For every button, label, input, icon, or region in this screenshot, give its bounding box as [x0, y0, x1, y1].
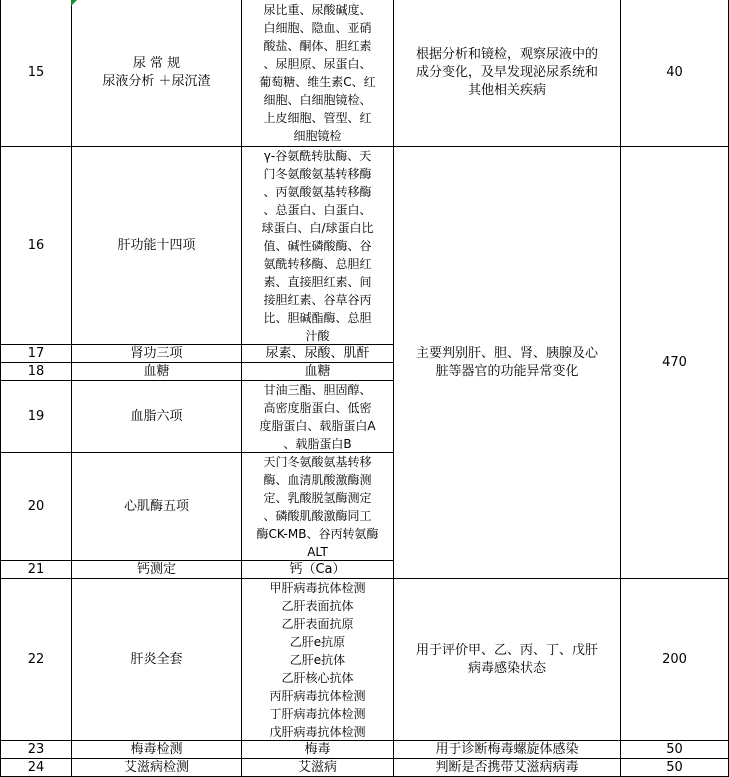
row-22-item[interactable]: 肝炎全套 — [130, 651, 183, 667]
row-23-details[interactable]: 梅毒 — [304, 741, 331, 757]
row-23-price[interactable]: 50 — [666, 741, 683, 757]
row-17-item[interactable]: 肾功三项 — [130, 345, 183, 361]
row-16-item[interactable]: 肝功能十四项 — [117, 237, 196, 253]
row-16-details[interactable]: γ-谷氨酰转肽酶、天 门冬氨酸氨基转移酶 、丙氨酸氨基转移酶 、总蛋白、白蛋白、 球蛋白、白/球蛋白比 值、碱性磷酸酶、谷 氨酰转移酶、总胆红 素、直接胆红素、间 接胆红素、谷草谷丙 比、胆碱酯酶、总胆 汁酸 — [261, 149, 374, 343]
row-15-details[interactable]: 尿比重、尿酸碱度、 白细胞、隐血、亚硝 酸盐、酮体、胆红素 、尿胆原、尿蛋白、 葡萄糖、维生素C、红 细胞、白细胞镜检、 上皮细胞、管型、红 细胞镜检 — [259, 3, 376, 143]
group-16-21-meaning[interactable]: 主要判别肝、胆、肾、胰腺及心 脏等器官的功能异常变化 — [415, 345, 598, 379]
row-15-item-title: 尿 常 规 — [132, 56, 181, 71]
row-22-meaning[interactable]: 用于评价甲、乙、丙、丁、戊肝 病毒感染状态 — [415, 642, 598, 676]
row-18-details[interactable]: 血糖 — [304, 363, 331, 379]
row-20-item[interactable]: 心肌酶五项 — [123, 498, 189, 514]
row-15-item-subtitle: 尿液分析 ＋尿沉渣 — [102, 74, 211, 89]
row-22-number[interactable]: 22 — [27, 651, 45, 667]
row-17-number[interactable]: 17 — [27, 345, 45, 361]
row-15-price[interactable]: 40 — [666, 65, 683, 80]
row-22-details[interactable]: 甲肝病毒抗体检测 乙肝表面抗体 乙肝表面抗原 乙肝e抗原 乙肝e抗体 乙肝核心抗体 丙肝病毒抗体检测 丁肝病毒抗体检测 戊肝病毒抗体检测 — [269, 580, 366, 739]
row-21-number[interactable]: 21 — [27, 561, 45, 577]
row-19-details[interactable]: 甘油三酯、胆固醇、 高密度脂蛋白、低密 度脂蛋白、载脂蛋白A 、载脂蛋白B — [259, 382, 376, 451]
row-17-details[interactable]: 尿素、尿酸、肌酐 — [265, 345, 370, 361]
row-24-meaning[interactable]: 判断是否携带艾滋病病毒 — [435, 759, 579, 775]
row-15-number[interactable]: 15 — [27, 65, 45, 80]
row-24-item[interactable]: 艾滋病检测 — [123, 759, 189, 775]
row-20-number[interactable]: 20 — [27, 498, 45, 514]
row-15-meaning[interactable]: 根据分析和镜检，观察尿液中的 成分变化，及早发现泌尿系统和 其他相关疾病 — [415, 47, 598, 98]
row-23-number[interactable]: 23 — [27, 741, 45, 757]
group-16-21-price[interactable]: 470 — [662, 354, 687, 370]
row-22-price[interactable]: 200 — [662, 651, 687, 667]
row-23-meaning[interactable]: 用于诊断梅毒螺旋体感染 — [435, 741, 579, 757]
row-23-item[interactable]: 梅毒检测 — [130, 741, 183, 757]
row-16-number[interactable]: 16 — [27, 237, 45, 253]
row-24-details[interactable]: 艾滋病 — [297, 759, 337, 775]
row-20-details[interactable]: 天门冬氨酸氨基转移 酶、血清肌酸激酶测 定、乳酸脱氢酶测定 、磷酸肌酸激酶同工 酶CK-MB、谷丙转氨酶 ALT — [256, 454, 379, 559]
row-24-price[interactable]: 50 — [666, 759, 683, 775]
row-21-details[interactable]: 钙（Ca） — [289, 561, 346, 577]
row-15-item[interactable] — [72, 0, 241, 146]
row-19-number[interactable]: 19 — [27, 408, 45, 424]
row-24-number[interactable]: 24 — [27, 759, 45, 775]
row-19-item[interactable]: 血脂六项 — [130, 408, 183, 424]
row-18-number[interactable]: 18 — [27, 363, 45, 379]
row-18-item[interactable]: 血糖 — [143, 363, 170, 379]
row-21-item[interactable]: 钙测定 — [136, 561, 176, 577]
